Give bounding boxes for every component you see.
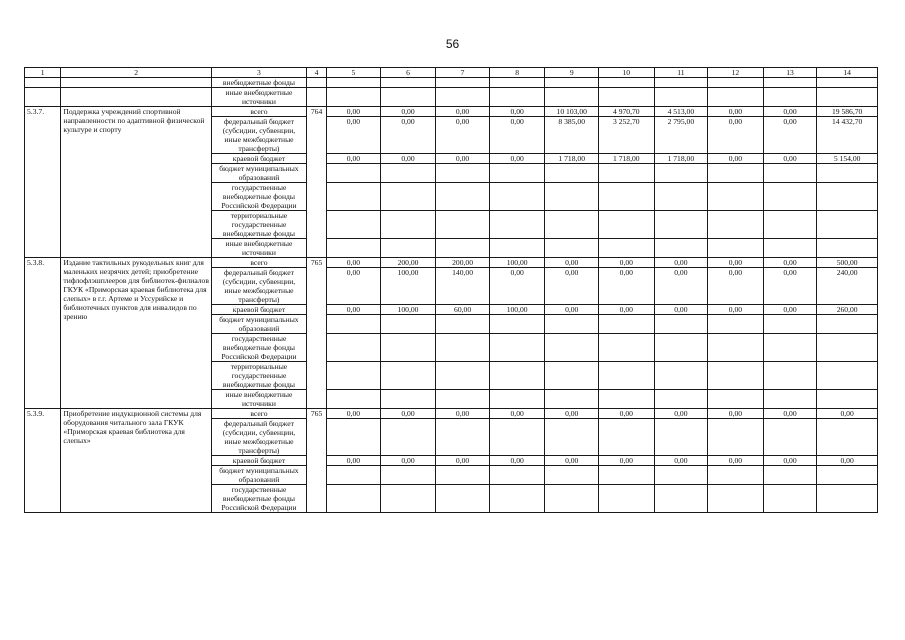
funding-source: территориальные государственные внебюджетные фонды [211,211,306,239]
value-cell: 19 586,70 [817,107,878,117]
funding-source: всего [211,258,306,268]
value-cell [436,362,490,390]
value-cell: 0,00 [708,456,764,466]
column-number: 4 [306,68,326,78]
value-cell [545,164,599,183]
value-cell [654,239,708,258]
value-cell [545,183,599,211]
funding-source: краевой бюджет [211,305,306,315]
value-cell [599,164,655,183]
value-cell [599,419,655,456]
value-cell: 10 103,00 [545,107,599,117]
value-cell [327,315,381,334]
value-cell: 0,00 [817,456,878,466]
value-cell [489,390,545,409]
value-cell [327,362,381,390]
value-cell [545,239,599,258]
value-cell: 0,00 [763,107,817,117]
value-cell [545,362,599,390]
value-cell [436,485,490,513]
column-number: 3 [211,68,306,78]
funding-source: иные внебюджетные источники [211,390,306,409]
value-cell: 0,00 [708,154,764,164]
value-cell [327,183,381,211]
value-cell [327,164,381,183]
value-cell [380,334,436,362]
value-cell: 0,00 [327,409,381,419]
value-cell [436,239,490,258]
value-cell: 0,00 [327,456,381,466]
budget-table [24,67,878,513]
value-cell [817,466,878,485]
column-number: 12 [708,68,764,78]
value-cell [817,485,878,513]
value-cell [654,334,708,362]
value-cell [763,419,817,456]
budget-code: 765 [306,258,326,409]
value-cell: 0,00 [654,409,708,419]
value-cell [654,390,708,409]
value-cell: 0,00 [763,117,817,154]
value-cell: 0,00 [327,154,381,164]
value-cell [380,183,436,211]
value-cell: 0,00 [436,154,490,164]
value-cell [654,419,708,456]
value-cell: 0,00 [545,268,599,305]
value-cell [489,334,545,362]
value-cell: 60,00 [436,305,490,315]
value-cell: 500,00 [817,258,878,268]
value-cell: 0,00 [708,305,764,315]
value-cell [763,183,817,211]
measure-code: 5.3.9. [25,409,61,513]
value-cell [545,315,599,334]
value-cell: 0,00 [763,268,817,305]
value-cell [763,164,817,183]
measure-name: Приобретение индукционной системы для оборудования читального зала ГКУК «Приморская краевая библиотека для слепых» [61,409,212,513]
value-cell: 1 718,00 [599,154,655,164]
value-cell [489,419,545,456]
budget-code: 764 [306,107,326,258]
value-cell [708,239,764,258]
value-cell: 0,00 [489,456,545,466]
value-cell [327,239,381,258]
value-cell [763,485,817,513]
value-cell: 0,00 [763,305,817,315]
value-cell: 0,00 [654,305,708,315]
page-number: 56 [445,37,460,51]
value-cell [708,211,764,239]
value-cell [545,211,599,239]
value-cell: 0,00 [763,154,817,164]
value-cell [817,183,878,211]
funding-source: государственные внебюджетные фонды Российской Федерации [211,183,306,211]
value-cell [327,211,381,239]
value-cell [327,419,381,456]
column-number: 5 [327,68,381,78]
value-cell [380,211,436,239]
value-cell [599,239,655,258]
value-cell [489,164,545,183]
value-cell: 0,00 [599,409,655,419]
value-cell [599,334,655,362]
value-cell: 0,00 [763,258,817,268]
value-cell: 0,00 [489,409,545,419]
column-number: 2 [61,68,212,78]
value-cell: 0,00 [489,107,545,117]
value-cell: 0,00 [380,456,436,466]
column-number: 14 [817,68,878,78]
value-cell: 3 252,70 [599,117,655,154]
value-cell: 0,00 [327,268,381,305]
value-cell: 4 970,70 [599,107,655,117]
column-number: 8 [489,68,545,78]
value-cell: 5 154,00 [817,154,878,164]
value-cell [763,315,817,334]
value-cell [817,239,878,258]
value-cell: 0,00 [489,268,545,305]
table-row [25,409,878,419]
column-number: 1 [25,68,61,78]
measure-code: 5.3.8. [25,258,61,409]
value-cell [436,390,490,409]
funding-source: территориальные государственные внебюджетные фонды [211,362,306,390]
value-cell [327,485,381,513]
column-number: 6 [380,68,436,78]
value-cell: 0,00 [599,305,655,315]
value-cell [489,466,545,485]
value-cell [489,211,545,239]
value-cell [763,466,817,485]
value-cell [708,419,764,456]
value-cell [763,362,817,390]
value-cell: 2 795,00 [654,117,708,154]
value-cell [763,211,817,239]
value-cell: 0,00 [327,305,381,315]
value-cell: 100,00 [489,258,545,268]
value-cell [489,362,545,390]
value-cell [654,164,708,183]
funding-source: иные внебюджетные источники [211,88,306,107]
value-cell: 200,00 [436,258,490,268]
value-cell [489,315,545,334]
value-cell [817,211,878,239]
column-number: 11 [654,68,708,78]
value-cell [599,466,655,485]
value-cell [327,466,381,485]
value-cell: 4 513,00 [654,107,708,117]
value-cell [817,419,878,456]
funding-source: всего [211,409,306,419]
value-cell [817,390,878,409]
value-cell [380,485,436,513]
value-cell: 0,00 [708,117,764,154]
value-cell [599,315,655,334]
value-cell: 100,00 [489,305,545,315]
funding-source: внебюджетные фонды [211,78,306,88]
value-cell [708,466,764,485]
value-cell: 0,00 [708,409,764,419]
value-cell: 260,00 [817,305,878,315]
value-cell [654,485,708,513]
table-row [25,88,878,107]
value-cell: 1 718,00 [654,154,708,164]
value-cell [599,362,655,390]
value-cell [436,183,490,211]
value-cell [380,362,436,390]
value-cell [436,211,490,239]
funding-source: бюджет муниципальных образований [211,164,306,183]
value-cell [708,315,764,334]
value-cell [380,466,436,485]
value-cell [763,239,817,258]
value-cell: 0,00 [380,117,436,154]
value-cell [654,466,708,485]
funding-source: всего [211,107,306,117]
value-cell: 0,00 [436,456,490,466]
funding-source: бюджет муниципальных образований [211,466,306,485]
measure-name: Издание тактильных рукодельных книг для маленьких незрячих детей; приобретение тифлофлэшплееров для библиотек-филиалов ГКУК «Приморская краевая библиотека для слепых» в г.г. Артеме и Уссурийске и библиотечных пунктов для инвалидов по зрению [61,258,212,409]
value-cell [654,211,708,239]
value-cell: 0,00 [327,258,381,268]
value-cell: 200,00 [380,258,436,268]
value-cell: 100,00 [380,268,436,305]
column-number: 10 [599,68,655,78]
value-cell [489,485,545,513]
table-row [25,78,878,88]
value-cell [817,164,878,183]
value-cell: 100,00 [380,305,436,315]
value-cell [599,485,655,513]
value-cell [380,164,436,183]
value-cell: 0,00 [708,258,764,268]
value-cell [817,362,878,390]
value-cell [708,390,764,409]
value-cell [763,390,817,409]
value-cell: 0,00 [545,409,599,419]
value-cell [817,315,878,334]
value-cell [436,419,490,456]
value-cell [380,315,436,334]
value-cell: 0,00 [327,117,381,154]
value-cell: 0,00 [654,456,708,466]
value-cell [654,362,708,390]
value-cell [817,334,878,362]
measure-code: 5.3.7. [25,107,61,258]
value-cell [436,466,490,485]
funding-source: федеральный бюджет (субсидии, субвенции, иные межбюджетные трансферты) [211,117,306,154]
value-cell [436,315,490,334]
value-cell: 1 718,00 [545,154,599,164]
value-cell [545,334,599,362]
value-cell [545,466,599,485]
column-number-row [25,68,878,78]
value-cell [708,164,764,183]
column-number: 13 [763,68,817,78]
value-cell [654,315,708,334]
value-cell [545,390,599,409]
funding-source: краевой бюджет [211,154,306,164]
value-cell [708,183,764,211]
value-cell: 140,00 [436,268,490,305]
value-cell: 0,00 [436,409,490,419]
funding-source: федеральный бюджет (субсидии, субвенции, иные межбюджетные трансферты) [211,268,306,305]
value-cell: 8 385,00 [545,117,599,154]
value-cell: 240,00 [817,268,878,305]
funding-source: бюджет муниципальных образований [211,315,306,334]
value-cell [436,164,490,183]
value-cell [380,419,436,456]
value-cell: 14 432,70 [817,117,878,154]
funding-source: иные внебюджетные источники [211,239,306,258]
funding-source: государственные внебюджетные фонды Российской Федерации [211,334,306,362]
value-cell [545,419,599,456]
budget-code: 765 [306,409,326,513]
value-cell: 0,00 [599,268,655,305]
value-cell [708,334,764,362]
funding-source: федеральный бюджет (субсидии, субвенции, иные межбюджетные трансферты) [211,419,306,456]
value-cell [327,390,381,409]
value-cell [436,334,490,362]
value-cell: 0,00 [380,107,436,117]
value-cell [599,183,655,211]
value-cell [380,390,436,409]
value-cell: 0,00 [599,456,655,466]
value-cell: 0,00 [817,409,878,419]
value-cell [489,239,545,258]
value-cell [599,390,655,409]
value-cell: 0,00 [436,117,490,154]
value-cell: 0,00 [763,456,817,466]
value-cell: 0,00 [545,456,599,466]
table-row [25,107,878,117]
value-cell [380,239,436,258]
value-cell: 0,00 [436,107,490,117]
value-cell: 0,00 [545,258,599,268]
column-number: 9 [545,68,599,78]
value-cell: 0,00 [327,107,381,117]
value-cell: 0,00 [708,268,764,305]
column-number: 7 [436,68,490,78]
value-cell: 0,00 [763,409,817,419]
value-cell: 0,00 [599,258,655,268]
table-row [25,258,878,268]
value-cell [599,211,655,239]
value-cell: 0,00 [545,305,599,315]
measure-name: Поддержка учреждений спортивной направленности по адаптивной физической культуре и спорту [61,107,212,258]
value-cell: 0,00 [380,409,436,419]
value-cell [327,334,381,362]
value-cell: 0,00 [380,154,436,164]
value-cell [545,485,599,513]
value-cell: 0,00 [489,117,545,154]
value-cell: 0,00 [654,268,708,305]
value-cell [489,183,545,211]
value-cell [763,334,817,362]
value-cell [708,485,764,513]
value-cell: 0,00 [489,154,545,164]
value-cell [654,183,708,211]
funding-source: государственные внебюджетные фонды Российской Федерации [211,485,306,513]
funding-source: краевой бюджет [211,456,306,466]
value-cell [708,362,764,390]
value-cell: 0,00 [654,258,708,268]
value-cell: 0,00 [708,107,764,117]
